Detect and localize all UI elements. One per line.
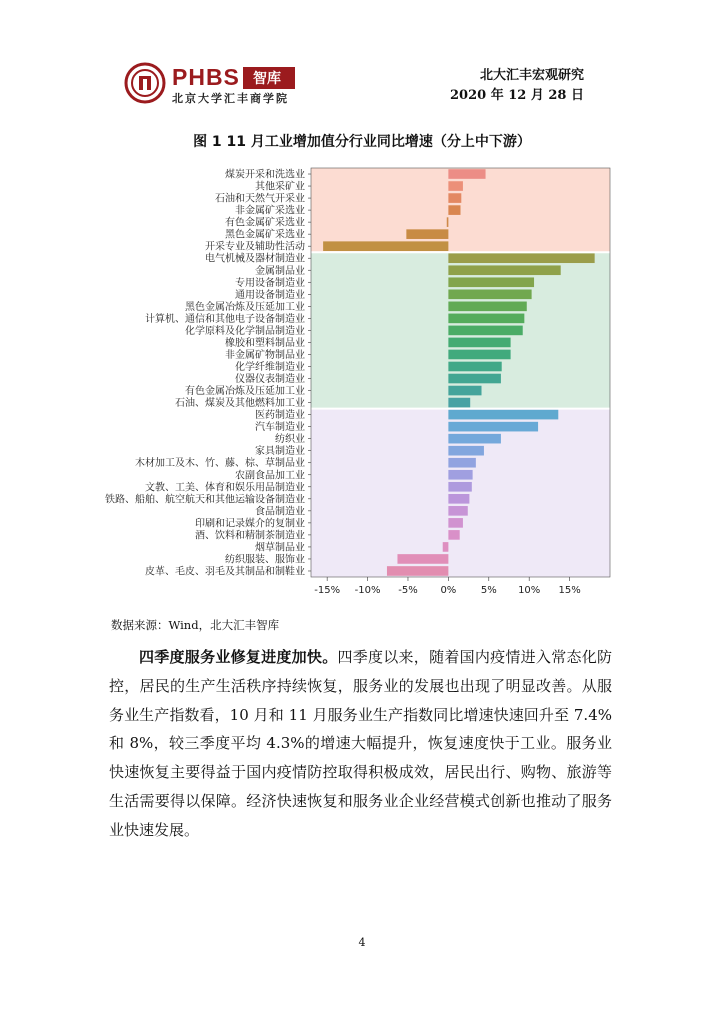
bar-chart: [0, 160, 724, 610]
brand-logo-text: PHBS: [172, 64, 240, 90]
category-label: 木材加工及木、竹、藤、棕、草制品业: [135, 458, 305, 470]
category-label: 其他采矿业: [255, 181, 305, 193]
bar: [448, 181, 463, 191]
category-label: 皮革、毛皮、羽毛及其制品和制鞋业: [145, 566, 305, 578]
bar: [448, 338, 510, 348]
bar: [448, 434, 501, 444]
bar: [448, 205, 460, 215]
school-name: 北京大学汇丰商学院: [172, 92, 289, 105]
category-label: 通用设备制造业: [235, 289, 305, 301]
logo: [124, 62, 314, 106]
category-label: 非金属矿采选业: [235, 205, 305, 217]
bar: [448, 193, 461, 203]
report-header: [450, 66, 584, 106]
x-tick-label: 0%: [440, 585, 457, 596]
category-label: 文教、工美、体育和娱乐用品制造业: [145, 482, 305, 494]
category-label: 石油和天然气开采业: [215, 193, 305, 205]
bar: [448, 470, 472, 480]
bar: [448, 518, 463, 528]
category-label: 纺织服装、服饰业: [225, 554, 305, 566]
category-label: 电气机械及器材制造业: [205, 253, 305, 265]
bar: [448, 362, 501, 372]
university-seal-icon: [124, 62, 166, 104]
category-label: 酒、饮料和精制茶制造业: [195, 530, 305, 542]
category-label: 非金属矿物制品业: [225, 349, 305, 361]
category-label: 化学原料及化学制品制造业: [185, 325, 305, 337]
category-label: 石油、煤炭及其他燃料加工业: [175, 398, 305, 410]
category-label: 纺织业: [275, 434, 305, 446]
category-label: 开采专业及辅助性活动: [205, 241, 305, 253]
bar: [448, 530, 459, 540]
bar: [448, 253, 594, 263]
category-label: 有色金属矿采选业: [225, 217, 305, 229]
bar: [448, 422, 538, 432]
x-tick-label: -10%: [354, 585, 381, 596]
category-label: 印刷和记录媒介的复制业: [195, 518, 305, 530]
brand-tag: 智库: [243, 67, 295, 89]
report-name: 北大汇丰宏观研究: [479, 68, 584, 83]
category-label: 橡胶和塑料制品业: [225, 337, 305, 349]
bar: [448, 458, 475, 468]
category-label: 家具制造业: [255, 446, 305, 458]
bar: [448, 482, 471, 492]
x-tick-label: 5%: [480, 585, 497, 596]
x-tick-label: -15%: [314, 585, 341, 596]
bar: [448, 494, 469, 504]
category-label: 黑色金属冶炼及压延加工业: [185, 301, 305, 313]
x-tick-label: 10%: [518, 585, 541, 596]
category-label: 金属制品业: [255, 265, 305, 277]
category-label: 煤炭开采和洗选业: [225, 169, 305, 181]
bar: [323, 241, 448, 251]
category-label: 化学纤维制造业: [235, 361, 305, 373]
category-label: 汽车制造业: [255, 422, 305, 434]
report-date: 2020 年 12 月 28 日: [450, 88, 584, 103]
paragraph-lead: 四季度服务业修复进度加快。: [139, 648, 338, 666]
bar: [448, 265, 560, 275]
category-label: 铁路、船舶、航空航天和其他运输设备制造业: [105, 494, 305, 506]
bar: [448, 326, 522, 336]
category-label: 烟草制品业: [255, 542, 305, 554]
figure-source: 数据来源：Wind，北大汇丰智库: [111, 618, 280, 632]
bar: [448, 374, 501, 384]
bar: [448, 169, 485, 179]
bar: [448, 277, 534, 287]
x-tick-label: 15%: [558, 585, 581, 596]
x-tick-label: -5%: [398, 585, 418, 596]
category-label: 农副食品加工业: [235, 470, 305, 482]
bar: [448, 314, 524, 324]
bar: [443, 542, 449, 552]
category-label: 黑色金属矿采选业: [225, 229, 305, 241]
page-number: 4: [358, 936, 366, 949]
category-label: 仪器仪表制造业: [235, 374, 305, 386]
bar: [448, 446, 484, 456]
body-paragraph: [109, 643, 612, 845]
bar: [406, 229, 448, 239]
category-label: 专用设备制造业: [235, 277, 305, 289]
bar: [448, 410, 558, 420]
category-label: 食品制造业: [255, 506, 305, 518]
bar: [448, 506, 467, 516]
bar: [448, 398, 470, 408]
bar: [448, 350, 510, 360]
bar: [387, 566, 448, 576]
bar: [448, 289, 531, 299]
category-label: 医药制造业: [255, 410, 305, 422]
figure-title: 图 1 11 月工业增加值分行业同比增速（分上中下游）: [193, 134, 531, 150]
bar: [397, 554, 448, 564]
bar: [447, 217, 449, 227]
bar: [448, 386, 481, 396]
bar: [448, 302, 526, 312]
category-label: 计算机、通信和其他电子设备制造业: [145, 313, 305, 325]
category-label: 有色金属冶炼及压延加工业: [185, 386, 305, 398]
paragraph-text: 四季度以来，随着国内疫情进入常态化防控，居民的生产生活秩序持续恢复，服务业的发展也出现了明显改善。从服务业生产指数看，10 月和 11 月服务业生产指数同比增速快速回升至 7.4%和 8%，较三季度平均 4.3%的增速大幅提升，恢复速度快于工业。服务业快速恢复主要得益于国内疫情防控取得积极成效，居民出行、购物、旅游等生活需要得以保障。经济快速恢复和服务业企业经营模式创新也推动了服务业快速发展。: [109, 648, 612, 839]
